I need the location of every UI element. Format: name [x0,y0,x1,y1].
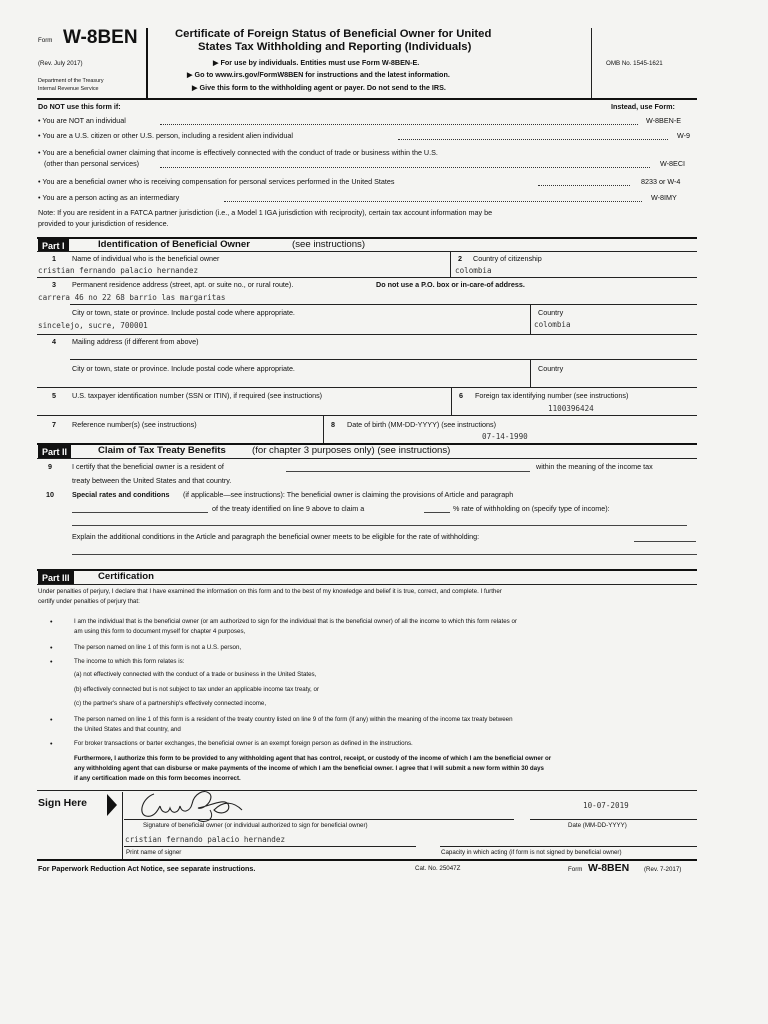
line2-citizenship-value[interactable]: colombia [455,266,492,275]
line3-label: Permanent residence address (street, apt. or suite no., or rural route). [72,280,294,289]
cert-intro-line1: Under penalties of perjury, I declare that I have examined the information on this form and to the best of my knowledge and belief it is true, correct, and complete. I further [38,588,502,595]
do-not-use-item-4: • You are a beneficial owner who is receiving compensation for personal services performed in the United States [38,177,395,186]
line8-label: Date of birth (MM-DD-YYYY) (see instructions) [347,420,496,429]
line4-country-label: Country [538,364,564,373]
divider [450,251,451,277]
part2-title: Claim of Tax Treaty Benefits [98,445,226,456]
form-number: W-8BEN [63,27,138,48]
omb-number: OMB No. 1545-1621 [606,60,663,67]
bullet: • [50,739,53,748]
sign-arrow-icon [107,794,117,816]
footer-rule [37,859,697,861]
dept-line1: Department of the Treasury [38,78,104,84]
line5-number: 5 [52,391,56,400]
cert-bullet3-a: (a) not effectively connected with the conduct of a trade or business in the United States, [74,671,317,678]
header-instruction-3: ▶ Give this form to the withholding agent or payer. Do not send to the IRS. [192,83,446,92]
instead-form-1: W-8BEN-E [646,116,682,125]
line3-city-label: City or town, state or province. Include postal code where appropriate. [72,308,295,317]
instead-form-2: W-9 [677,131,691,140]
do-not-use-heading: Do NOT use this form if: [38,102,121,111]
footer-form-word: Form [568,866,583,873]
line9-line2: treaty between the United States and that country. [72,476,232,485]
cert-bullet1-line2: am using this form to document myself for chapter 4 purposes, [74,628,246,635]
line10-explain-field-2[interactable] [72,554,697,555]
bullet: • [50,715,53,724]
fatca-note-line2: provided to your jurisdiction of residence. [38,219,169,228]
line10-bold: Special rates and conditions [72,490,170,499]
line1-name-value[interactable]: cristian fernando palacio hernandez [38,266,199,275]
cert-furthermore-line3: if any certification made on this form becomes incorrect. [74,775,241,782]
line9-text: I certify that the beneficial owner is a resident of [72,462,224,471]
rule [37,415,697,416]
divider [323,415,324,443]
sign-here-label: Sign Here [38,797,88,809]
line3-number: 3 [52,280,56,289]
form-title-line2: States Tax Withholding and Reporting (Individuals) [198,41,472,53]
line10-article-field[interactable] [72,512,208,513]
form-word: Form [38,37,53,44]
line8-number: 8 [331,420,335,429]
line10-text: (if applicable—see instructions): The beneficial owner is claiming the provisions of Article and paragraph [183,490,514,499]
line7-label: Reference number(s) (see instructions) [72,420,197,429]
line3-city-value[interactable]: sincelejo, sucre, 700001 [38,321,148,330]
header-divider-right [591,28,592,98]
print-name-label: Print name of signer [126,849,182,856]
print-name-line[interactable] [124,846,416,847]
bullet: • [50,643,53,652]
print-name-value[interactable]: cristian fernando palacio hernandez [125,835,286,844]
line3-label-bold: Do not use a P.O. box or in-care-of address. [376,280,525,289]
line4-number: 4 [52,337,56,346]
line2-label: Country of citizenship [473,254,542,263]
line9-number: 9 [48,462,52,471]
divider [530,304,531,334]
rule [70,304,697,305]
part3-tag: Part III [38,571,74,584]
part2-tag: Part II [38,445,71,458]
date-label: Date (MM-DD-YYYY) [568,822,627,829]
date-line[interactable] [530,819,697,820]
leader-dots [160,124,638,125]
line3-country-label: Country [538,308,564,317]
fatca-note-line1: Note: If you are resident in a FATCA partner jurisdiction (i.e., a Model 1 IGA jurisdiction with reciprocity), certain tax account information may be [38,208,493,217]
paperwork-notice: For Paperwork Reduction Act Notice, see separate instructions. [38,864,256,873]
bullet: • [50,657,53,666]
signature-line[interactable] [124,819,514,820]
header-instruction-2: ▶ Go to www.irs.gov/FormW8BEN for instructions and the latest information. [187,70,450,79]
line10-income-type-field[interactable] [72,525,687,526]
line3-country-value[interactable]: colombia [534,320,571,329]
line1-label: Name of individual who is the beneficial owner [72,254,220,263]
sign-date-value[interactable]: 10-07-2019 [583,801,629,810]
cert-bullet4-line1: The person named on line 1 of this form is a resident of the treaty country listed on line 9 of the form (if any) within the meaning of the income tax treaty between [74,716,513,723]
line10-number: 10 [46,490,54,499]
catalog-number: Cat. No. 25047Z [415,865,461,872]
line10-rate-field[interactable] [424,512,450,513]
cert-intro-line2: certify under penalties of perjury that: [38,598,140,605]
signature-label: Signature of beneficial owner (or individual authorized to sign for beneficial owner) [143,822,368,829]
part3-title: Certification [98,571,154,582]
line6-foreign-tin-value[interactable]: 1100396424 [548,404,594,413]
instead-form-5: W-8IMY [651,193,677,202]
divider [530,359,531,387]
line1-number: 1 [52,254,56,263]
do-not-use-item-3: • You are a beneficial owner claiming that income is effectively connected with the conduct of trade or business within the U.S. [38,148,438,157]
cert-furthermore-line1: Furthermore, I authorize this form to be provided to any withholding agent that has control, receipt, or custody of the income of which I am the beneficial owner or [74,755,552,762]
divider [451,387,452,415]
part1-tag: Part I [38,239,69,252]
cert-bullet3: The income to which this form relates is: [74,658,185,665]
line9-country-field[interactable] [286,471,530,472]
line3-address-value[interactable]: carrera 46 no 22 68 barrio las margaritas [38,293,226,302]
line10-line2b: % rate of withholding on (specify type of income): [453,504,610,513]
do-not-use-item-2: • You are a U.S. citizen or other U.S. person, including a resident alien individual [38,131,294,140]
instead-use-heading: Instead, use Form: [611,102,675,111]
line8-dob-value[interactable]: 07-14-1990 [482,432,528,441]
header-instruction-1: ▶ For use by individuals. Entities must use Form W-8BEN-E. [213,58,420,67]
leader-dots [398,139,668,140]
cert-bullet1-line1: I am the individual that is the beneficial owner (or am authorized to sign for the individual that is the beneficial owner) of all the income to which this form relates or [74,618,517,625]
capacity-line[interactable] [440,846,697,847]
header-divider-left [146,28,148,98]
line7-number: 7 [52,420,56,429]
cert-furthermore-line2: any withholding agent that can disburse or make payments of the income of which I am the beneficial owner. I agree that I will submit a new form within 30 days [74,765,544,772]
bullet: • [50,617,53,626]
rule [37,458,697,459]
part1-title-suffix: (see instructions) [292,239,366,250]
cert-bullet3-c: (c) the partner's share of a partnership's effectively connected income, [74,700,267,707]
rule [37,334,697,335]
footer-form-number: W-8BEN [588,862,630,874]
leader-dots [538,185,630,186]
rule [37,251,697,252]
line4-label: Mailing address (if different from above) [72,337,199,346]
instead-form-3: W-8ECI [660,159,686,168]
line5-label: U.S. taxpayer identification number (SSN or ITIN), if required (see instructions) [72,391,323,400]
cert-bullet4-line2: the United States and that country, and [74,726,181,733]
cert-bullet3-b: (b) effectively connected but is not subject to tax under an applicable income tax treaty, or [74,686,320,693]
header-bottom-rule [37,98,697,100]
sign-divider [122,792,123,860]
capacity-label: Capacity in which acting (if form is not signed by beneficial owner) [441,849,622,856]
cert-bullet2: The person named on line 1 of this form is not a U.S. person, [74,644,242,651]
line2-number: 2 [458,254,462,263]
part1-title: Identification of Beneficial Owner [98,239,250,250]
line6-number: 6 [459,391,463,400]
line10-line2a: of the treaty identified on line 9 above to claim a [212,504,365,513]
part2-title-suffix: (for chapter 3 purposes only) (see instructions) [252,445,451,456]
rule [37,584,697,585]
line6-label: Foreign tax identifying number (see instructions) [475,391,629,400]
footer-revision: (Rev. 7-2017) [644,866,682,873]
line9-text-after: within the meaning of the income tax [536,462,653,471]
form-revision: (Rev. July 2017) [38,60,83,67]
leader-dots [224,201,642,202]
instead-form-4: 8233 or W-4 [641,177,681,186]
rule [70,359,697,360]
dept-line2: Internal Revenue Service [38,86,99,92]
form-title-line1: Certificate of Foreign Status of Beneficial Owner for United [175,28,492,40]
line10-explain-field[interactable] [634,541,696,542]
rule [37,387,697,388]
do-not-use-item-3-cont: (other than personal services) [44,159,140,168]
line10-explain-label: Explain the additional conditions in the Article and paragraph the beneficial owner meets to be eligible for the rate of withholding: [72,532,480,541]
rule [37,277,697,278]
leader-dots [160,167,650,168]
do-not-use-item-5: • You are a person acting as an intermediary [38,193,180,202]
do-not-use-item-1: • You are NOT an individual [38,116,126,125]
cert-bullet5: For broker transactions or barter exchanges, the beneficial owner is an exempt foreign person as defined in the instructions. [74,740,413,747]
line4-city-label: City or town, state or province. Include postal code where appropriate. [72,364,295,373]
